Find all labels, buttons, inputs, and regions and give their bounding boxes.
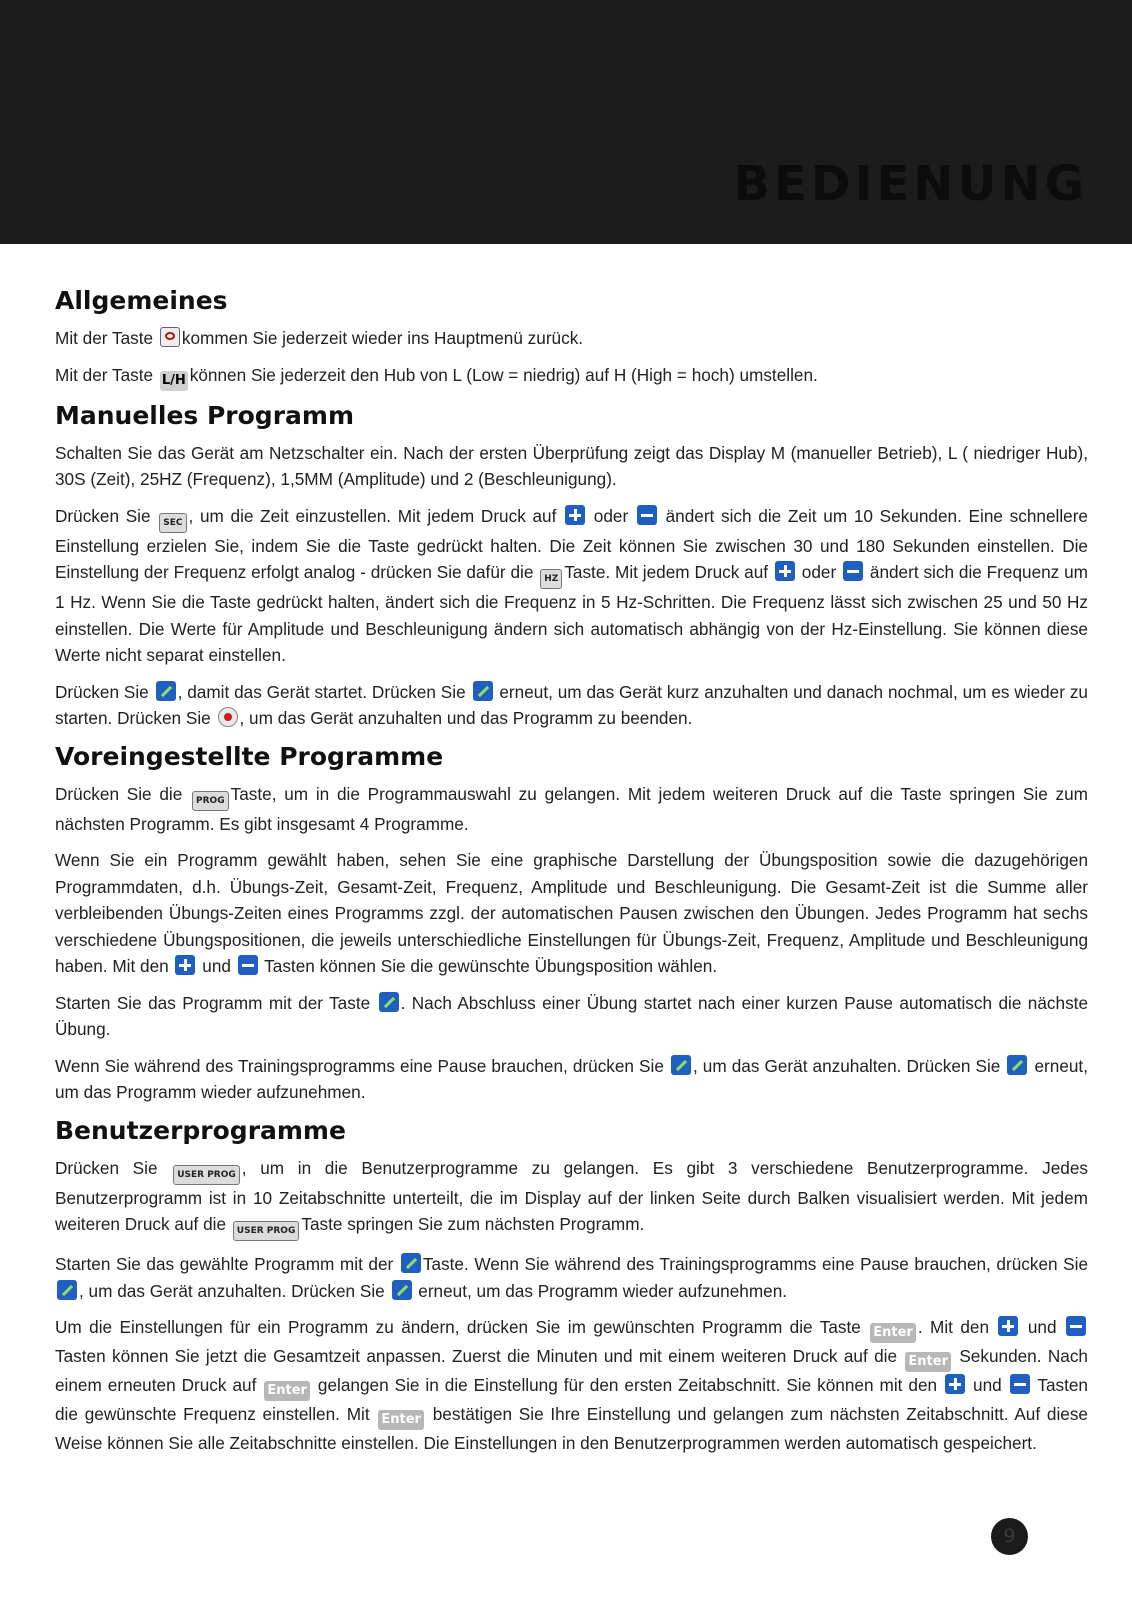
header-band bbox=[0, 0, 1132, 244]
text: Tasten können Sie die gewünschte Übungsposition wählen. bbox=[259, 956, 718, 976]
minus-icon bbox=[1066, 1316, 1086, 1336]
paragraph bbox=[55, 1155, 1088, 1242]
text: Starten Sie das Programm mit der Taste bbox=[55, 992, 377, 1013]
paragraph bbox=[55, 847, 1088, 980]
paragraph: Schalten Sie das Gerät am Netzschalter ein. Nach der ersten Überprüfung zeigt das Display M (manueller Betrieb), L ( niedriger Hub), 30S (Zeit), 25HZ (Frequenz), 1,5MM (Amplitude) und 2 (Beschleunigung). bbox=[55, 442, 1088, 489]
user-prog-icon: USER PROG bbox=[173, 1165, 240, 1185]
paragraph bbox=[55, 503, 1088, 669]
text: Tasten die gewünschte Frequenz einstellen. Mit bbox=[55, 1375, 1088, 1424]
section-title-allgemeines: Allgemeines bbox=[55, 286, 228, 315]
prog-icon: PROG bbox=[192, 791, 229, 811]
text: , um das Gerät anzuhalten. Drücken Sie bbox=[79, 1280, 390, 1301]
text: oder bbox=[587, 505, 635, 526]
text: erneut, um das Gerät kurz anzuhalten und danach nochmal, um es wieder zu starten. Drücken Sie bbox=[55, 681, 1088, 728]
text: kommen Sie jederzeit wieder ins Hauptmenü zurück. bbox=[181, 328, 584, 348]
paragraph bbox=[55, 679, 1088, 732]
minus-icon bbox=[637, 505, 657, 525]
paragraph bbox=[55, 1314, 1088, 1457]
start-pause-icon bbox=[156, 681, 176, 701]
start-pause-icon bbox=[379, 992, 399, 1012]
text: , um die Zeit einzustellen. Mit jedem Druck auf bbox=[188, 505, 564, 526]
text: Starten Sie das gewählte Programm mit der bbox=[55, 1254, 399, 1274]
paragraph bbox=[55, 990, 1088, 1043]
main-content bbox=[55, 286, 1088, 1467]
text: . Mit den bbox=[917, 1317, 997, 1337]
text: Drücken Sie bbox=[55, 505, 158, 526]
text: und bbox=[197, 956, 236, 976]
enter-icon: Enter bbox=[378, 1410, 424, 1430]
start-pause-icon bbox=[473, 681, 493, 701]
start-pause-icon bbox=[401, 1253, 421, 1273]
text: ändert sich die Frequenz um 1 Hz. Wenn Sie die Taste gedrückt halten, ändert sich die Frequenz in 5 Hz-Schritten. Die Frequenz lässt sich zwischen 25 und 50 Hz einstellen. Die Werte für Amplitude und Beschleunigung ändern sich automatisch abhängig von der Hz-Einstellung. Sie können diese Werte nicht separat einstellen. bbox=[55, 562, 1089, 665]
plus-icon bbox=[565, 505, 585, 525]
lh-icon: L/H bbox=[160, 371, 188, 391]
page-number: 9 bbox=[991, 1518, 1028, 1555]
paragraph bbox=[55, 362, 1088, 391]
text: und bbox=[967, 1375, 1008, 1395]
section-title-voreingestellt: Voreingestellte Programme bbox=[55, 741, 444, 771]
paragraph bbox=[55, 325, 1088, 352]
text: Mit der Taste bbox=[55, 328, 158, 348]
start-pause-icon bbox=[671, 1055, 691, 1075]
text: Drücken Sie bbox=[55, 1157, 172, 1178]
plus-icon bbox=[998, 1316, 1018, 1336]
hz-icon: HZ bbox=[540, 569, 562, 589]
start-pause-icon bbox=[57, 1280, 77, 1300]
text: , um das Gerät anzuhalten. Drücken Sie bbox=[692, 1055, 1006, 1076]
enter-icon: Enter bbox=[264, 1381, 310, 1401]
text: . Nach Abschluss einer Übung startet nach einer kurzen Pause automatisch die nächste Übung. bbox=[55, 992, 1089, 1039]
text: Taste. Wenn Sie während des Trainingsprogramms eine Pause brauchen, drücken Sie bbox=[422, 1254, 1089, 1274]
start-pause-icon bbox=[392, 1280, 412, 1300]
text: Wenn Sie ein Programm gewählt haben, sehen Sie eine graphische Darstellung der Übungsposition sowie die dazugehörigen Programmdaten, d.h. Übungs-Zeit, Gesamt-Zeit, Frequenz, Amplitude und Beschleunigung. Die Gesamt-Zeit ist die Summe aller verbleibenden Übungs-Zeiten eines Programms zzgl. der automatischen Pausen zwischen den Übungen. Jedes Programm hat sechs verschiedene Übungspositionen, die jeweils unterschiedliche Einstellungen für Übungs-Zeit, Frequenz, Amplitude und Beschleunigung haben. Mit den bbox=[55, 850, 1088, 976]
section-title-manuell: Manuelles Programm bbox=[55, 400, 354, 430]
text: Taste. Mit jedem Druck auf bbox=[564, 562, 773, 582]
text: bestätigen Sie Ihre Einstellung und gelangen zum nächsten Zeitabschnitt. Auf diese Weise können Sie alle Zeitabschnitte einstellen. Die Einstellungen in den Benutzerprogrammen werden automatisch gespeichert. bbox=[55, 1404, 1088, 1453]
text: , um das Gerät anzuhalten und das Programm zu beenden. bbox=[239, 708, 693, 728]
text: oder bbox=[796, 562, 842, 582]
text: erneut, um das Programm wieder aufzunehmen. bbox=[55, 1055, 1088, 1102]
text: Sekunden. Nach einem erneuten Druck auf bbox=[55, 1346, 1088, 1395]
text: ändert sich die Zeit um 10 Sekunden. Eine schnellere Einstellung erzielen Sie, indem Sie die Taste gedrückt halten. Die Zeit können Sie zwischen 30 und 180 Sekunden einstellen. Die Einstellung der Frequenz erfolgt analog - drücken Sie dafür die bbox=[55, 505, 1088, 582]
paragraph bbox=[55, 781, 1088, 838]
paragraph bbox=[55, 1251, 1088, 1304]
text: Drücken Sie die bbox=[55, 783, 191, 804]
text: und bbox=[1020, 1317, 1064, 1337]
minus-icon bbox=[238, 955, 258, 975]
text: Um die Einstellungen für ein Programm zu ändern, drücken Sie im gewünschten Programm die Taste bbox=[55, 1317, 869, 1337]
page-title: BEDIENUNG bbox=[733, 156, 1088, 212]
text: , damit das Gerät startet. Drücken Sie bbox=[177, 681, 471, 702]
paragraph bbox=[55, 1053, 1088, 1106]
minus-icon bbox=[1010, 1374, 1030, 1394]
plus-icon bbox=[775, 561, 795, 581]
text: Taste, um in die Programmauswahl zu gelangen. Mit jedem weiteren Druck auf die Taste springen Sie zum nächsten Programm. Es gibt insgesamt 4 Programme. bbox=[55, 783, 1088, 834]
text: Mit der Taste bbox=[55, 364, 158, 385]
text: gelangen Sie in die Einstellung für den ersten Zeitabschnitt. Sie können mit den bbox=[311, 1375, 944, 1395]
text: Drücken Sie bbox=[55, 681, 154, 702]
plus-icon bbox=[945, 1374, 965, 1394]
enter-icon: Enter bbox=[870, 1323, 916, 1343]
text: erneut, um das Programm wieder aufzunehmen. bbox=[413, 1280, 788, 1301]
start-pause-icon bbox=[1007, 1055, 1027, 1075]
user-prog-icon: USER PROG bbox=[233, 1221, 300, 1241]
sec-icon: SEC bbox=[159, 513, 186, 533]
home-icon bbox=[160, 327, 180, 347]
section-title-benutzer: Benutzerprogramme bbox=[55, 1115, 346, 1145]
enter-icon: Enter bbox=[905, 1352, 951, 1372]
text: Taste springen Sie zum nächsten Programm. bbox=[301, 1214, 645, 1234]
text: können Sie jederzeit den Hub von L (Low = niedrig) auf H (High = hoch) umstellen. bbox=[189, 364, 818, 385]
stop-icon bbox=[218, 707, 238, 727]
text: , um in die Benutzerprogramme zu gelangen. Es gibt 3 verschiedene Benutzerprogramme. Jedes Benutzerprogramm ist in 10 Zeitabschnitte unterteilt, die im Display auf der linken Seite durch Balken visualisiert werden. Mit jedem weiteren Druck auf die bbox=[55, 1157, 1088, 1234]
minus-icon bbox=[843, 561, 863, 581]
text: Tasten können Sie jetzt die Gesamtzeit anpassen. Zuerst die Minuten und mit einem weiteren Druck auf die bbox=[55, 1346, 904, 1366]
text: Wenn Sie während des Trainingsprogramms eine Pause brauchen, drücken Sie bbox=[55, 1055, 669, 1076]
plus-icon bbox=[175, 955, 195, 975]
